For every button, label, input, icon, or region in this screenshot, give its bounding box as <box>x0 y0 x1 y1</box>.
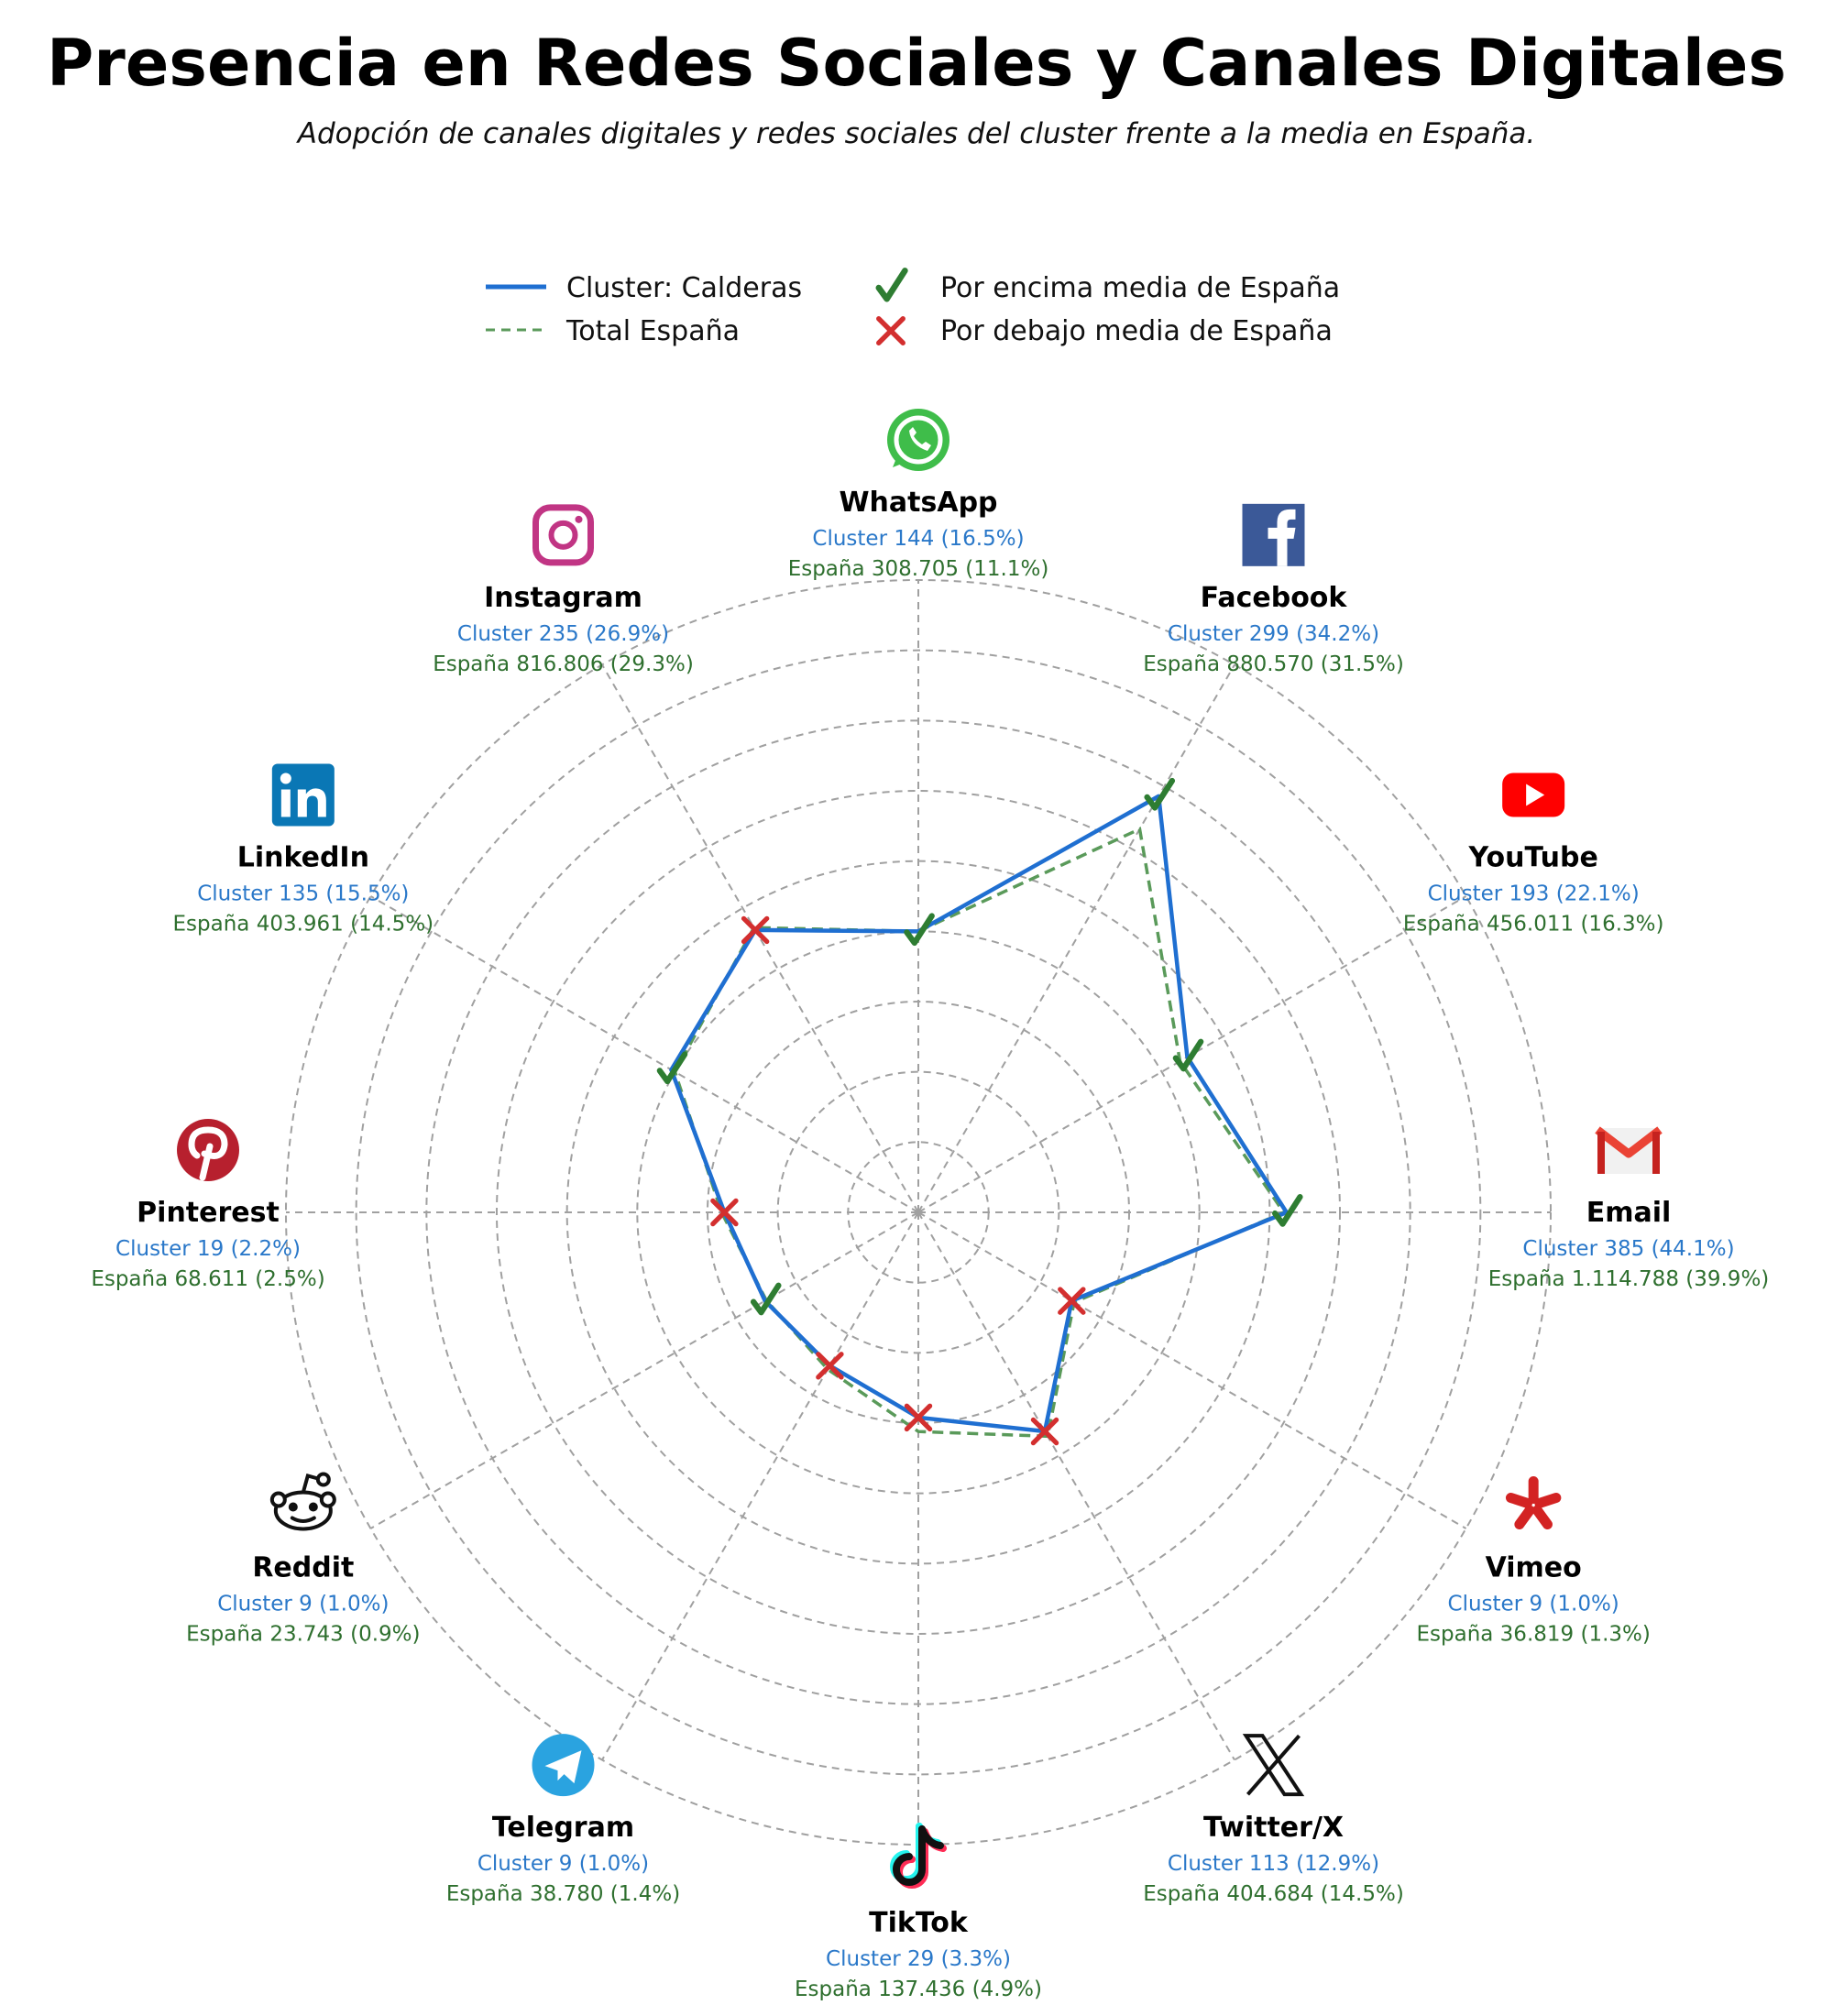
legend-above-label: Por encima media de España <box>940 272 1341 304</box>
pinterest-icon <box>177 1119 239 1181</box>
category-cluster-value: Cluster 135 (15.5%) <box>197 882 410 906</box>
category-spain-value: España 880.570 (31.5%) <box>1143 652 1404 676</box>
category-name: Telegram <box>491 1812 635 1845</box>
category-cluster-value: Cluster 9 (1.0%) <box>477 1852 650 1877</box>
linkedin-icon <box>272 764 335 827</box>
category-spain-value: España 137.436 (4.9%) <box>795 1978 1042 2001</box>
category-label-vimeo <box>1416 1482 1650 1647</box>
category-label-whatsapp <box>788 409 1049 581</box>
category-label-telegram <box>446 1734 680 1906</box>
chart-subtitle: Adopción de canales digitales y redes sociales del cluster frente a la media en España. <box>297 117 1536 150</box>
category-name: TikTok <box>869 1907 968 1939</box>
category-spain-value: España 1.114.788 (39.9%) <box>1487 1267 1770 1291</box>
twitter-x-icon <box>1246 1736 1301 1794</box>
category-spain-value: España 816.806 (29.3%) <box>433 652 694 676</box>
tiktok-icon <box>894 1826 943 1885</box>
grid-spoke <box>370 896 918 1212</box>
category-spain-value: España 23.743 (0.9%) <box>186 1622 421 1647</box>
category-cluster-value: Cluster 385 (44.1%) <box>1522 1237 1735 1261</box>
category-label-youtube <box>1403 773 1664 937</box>
legend <box>486 270 1340 347</box>
below-marker <box>818 1354 841 1377</box>
radar-series <box>671 796 1286 1436</box>
category-name: Instagram <box>484 581 642 614</box>
gmail-icon <box>1597 1128 1660 1174</box>
series-cluster-line <box>671 796 1286 1431</box>
category-cluster-value: Cluster 144 (16.5%) <box>812 527 1025 551</box>
category-cluster-value: Cluster 29 (3.3%) <box>826 1947 1011 1971</box>
reddit-icon <box>272 1474 335 1529</box>
category-spain-value: España 36.819 (1.3%) <box>1416 1622 1651 1647</box>
category-name: Vimeo <box>1485 1551 1582 1584</box>
category-name: YouTube <box>1468 841 1598 874</box>
telegram-icon <box>532 1734 595 1796</box>
category-spain-value: España 404.684 (14.5%) <box>1143 1882 1404 1907</box>
category-label-email <box>1488 1128 1770 1291</box>
category-name: LinkedIn <box>236 841 369 874</box>
radar-markers <box>660 781 1301 1443</box>
category-cluster-value: Cluster 113 (12.9%) <box>1167 1852 1380 1877</box>
category-label-instagram <box>433 508 694 676</box>
category-cluster-value: Cluster 193 (22.1%) <box>1427 882 1640 906</box>
radar-grid <box>286 580 1551 1845</box>
legend-check-icon <box>879 270 906 299</box>
vimeo-icon <box>1510 1482 1555 1525</box>
category-spain-value: España 308.705 (11.1%) <box>787 557 1049 581</box>
chart-title: Presencia en Redes Sociales y Canales Digitales <box>47 26 1786 101</box>
category-name: Reddit <box>252 1551 355 1584</box>
category-spain-value: España 403.961 (14.5%) <box>172 912 434 937</box>
category-cluster-value: Cluster 19 (2.2%) <box>115 1237 301 1261</box>
category-name: Email <box>1586 1197 1672 1229</box>
category-label-facebook <box>1143 504 1404 676</box>
instagram-icon <box>536 508 591 563</box>
category-cluster-value: Cluster 235 (26.9%) <box>456 621 670 646</box>
category-label-reddit <box>186 1474 420 1647</box>
facebook-icon <box>1243 504 1305 566</box>
legend-spain-label: Total España <box>566 315 741 347</box>
legend-cluster-label: Cluster: Calderas <box>566 272 803 304</box>
category-spain-value: España 68.611 (2.5%) <box>91 1267 325 1291</box>
category-cluster-value: Cluster 9 (1.0%) <box>1447 1592 1619 1616</box>
category-label-tiktok <box>795 1826 1042 2001</box>
category-name: Twitter/X <box>1202 1812 1345 1845</box>
category-name: WhatsApp <box>839 487 998 519</box>
category-spain-value: España 456.011 (16.3%) <box>1402 912 1664 937</box>
youtube-icon <box>1502 773 1564 817</box>
category-cluster-value: Cluster 299 (34.2%) <box>1167 621 1380 646</box>
category-name: Pinterest <box>137 1197 280 1229</box>
category-cluster-value: Cluster 9 (1.0%) <box>217 1592 390 1616</box>
legend-below-label: Por debajo media de España <box>940 315 1333 347</box>
category-label-twitterx <box>1143 1736 1404 1906</box>
legend-cross-icon <box>879 319 903 343</box>
category-spain-value: España 38.780 (1.4%) <box>445 1882 681 1907</box>
whatsapp-icon <box>887 409 949 471</box>
category-name: Facebook <box>1200 581 1347 614</box>
